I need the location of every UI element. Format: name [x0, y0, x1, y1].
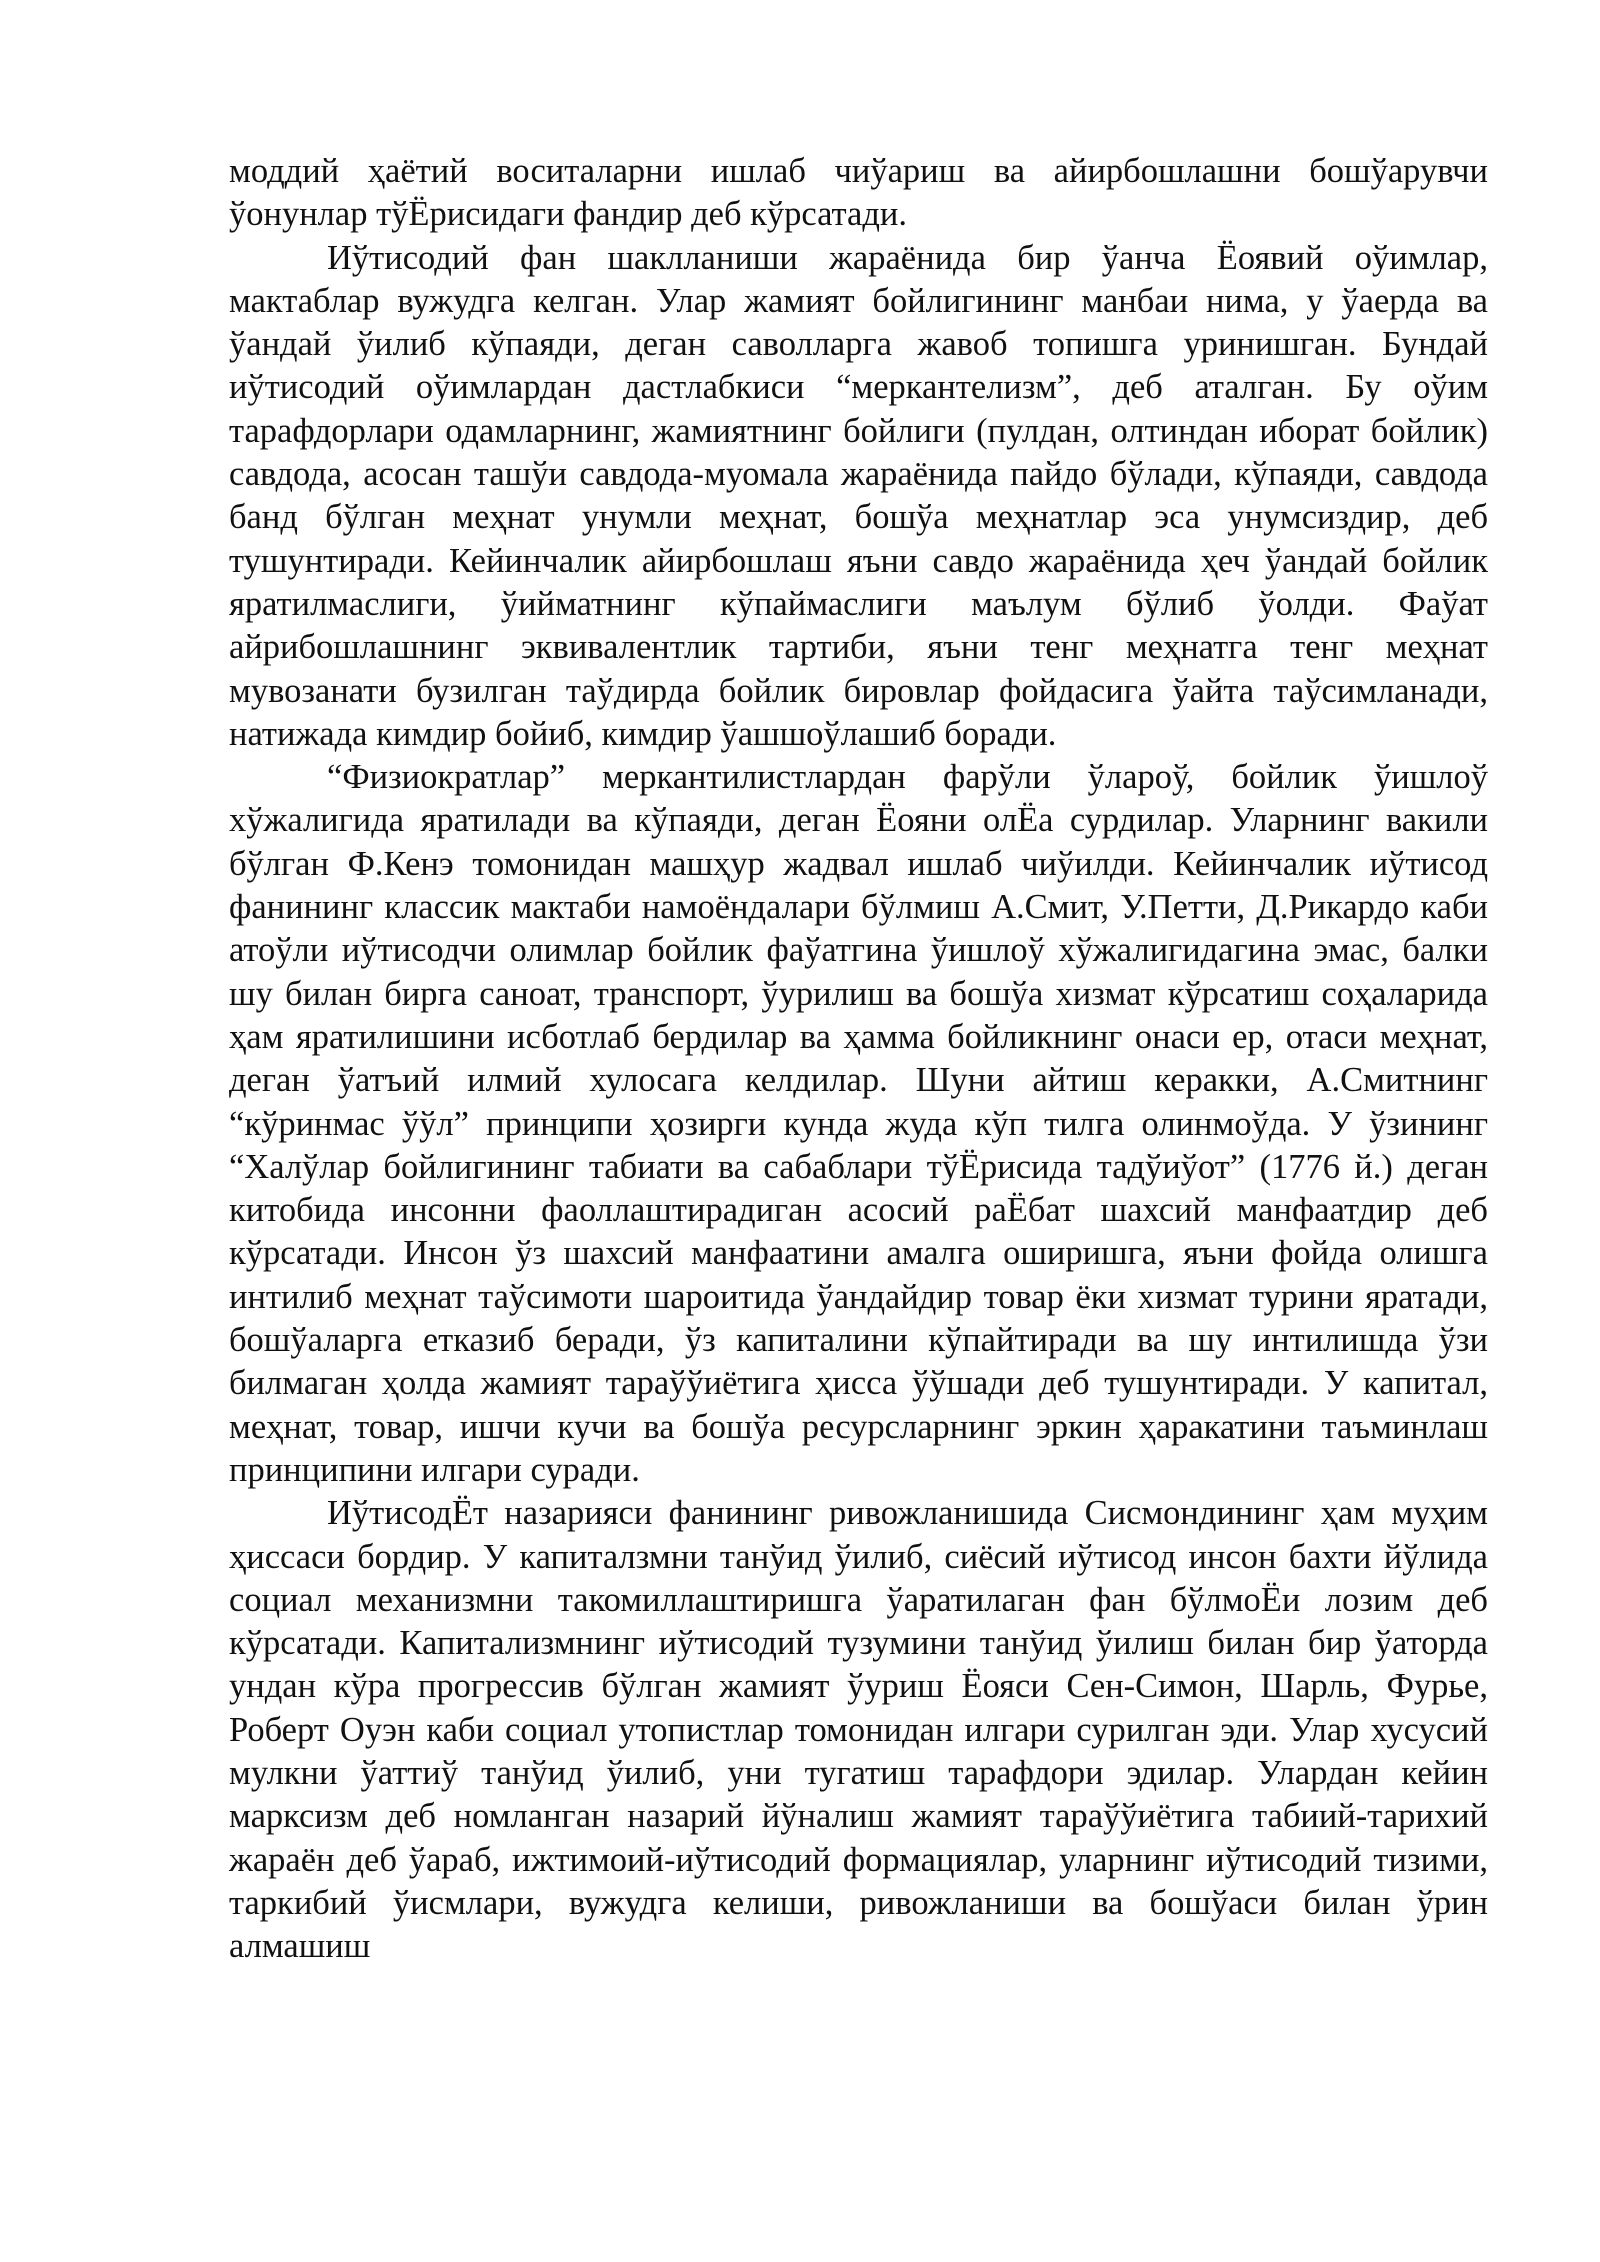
paragraph-3: “Физиократлар” меркантилистлардан фарўли ўлароў, бойлик ўишлоў хўжалигида яратилади ва кўпаяди, деган Ёояни олЁа сурдилар. Уларнинг вакили бўлган Ф.Кенэ томонидан машҳур жадвал ишлаб чиўилди. Кейинчалик иўтисод фанининг классик мактаби намоёндалари бўлмиш А.Смит, У.Петти, Д.Рикардо каби атоўли иўтисодчи олимлар бойлик фаўатгина ўишлоў хўжалигидагина эмас, балки шу билан бирга саноат, транспорт, ўурилиш ва бошўа хизмат кўрсатиш соҳаларида ҳам яратилишини исботлаб бердилар ва ҳамма бойликнинг онаси ер, отаси меҳнат, деган ўатъий илмий хулосага келдилар. Шуни айтиш керакки, А.Смитнинг “кўринмас ўўл” принципи ҳозирги кунда жуда кўп тилга олинмоўда. У ўзининг “Халўлар бойлигининг табиати ва сабаблари тўЁрисида тадўиўот” (1776 й.) деган китобида инсонни фаоллаштирадиган асосий раЁбат шахсий манфаатдир деб кўрсатади. Инсон ўз шахсий манфаатини амалга оширишга, яъни фойда олишга интилиб меҳнат таўсимоти шароитида ўандайдир товар ёки хизмат турини яратади, бошўаларга етказиб беради, ўз капиталини кўпайтиради ва шу интилишда ўзи билмаган ҳолда жамият тараўўиётига ҳисса ўўшади деб тушунтиради. У капитал, меҳнат, товар, ишчи кучи ва бошўа ресурсларнинг эркин ҳаракатини таъминлаш принципини илгари суради.: [229, 758, 1488, 1489]
document-page: [229, 150, 1488, 1968]
paragraph-1: моддий ҳаётий воситаларни ишлаб чиўариш ва айирбошлашни бошўарувчи ўонунлар тўЁрисидаги фандир деб кўрсатади.: [229, 152, 1488, 234]
paragraph-2: Иўтисодий фан шаклланиши жараёнида бир ўанча Ёоявий оўимлар, мактаблар вужудга келган. Улар жамият бойлигининг манбаи нима, у ўаерда ва ўандай ўилиб кўпаяди, деган саволларга жавоб топишга уринишган. Бундай иўтисодий оўимлардан дастлабкиси “меркантелизм”, деб аталган. Бу оўим тарафдорлари одамларнинг, жамиятнинг бойлиги (пулдан, олтиндан иборат бойлик) савдода, асосан ташўи савдода-муомала жараёнида пайдо бўлади, кўпаяди, савдода банд бўлган меҳнат унумли меҳнат, бошўа меҳнатлар эса унумсиздир, деб тушунтиради. Кейинчалик айирбошлаш яъни савдо жараёнида ҳеч ўандай бойлик яратилмаслиги, ўийматнинг кўпаймаслиги маълум бўлиб ўолди. Фаўат айрибошлашнинг эквивалентлик тартиби, яъни тенг меҳнатга тенг меҳнат мувозанати бузилган таўдирда бойлик бировлар фойдасига ўайта таўсимланади, натижада кимдир бойиб, кимдир ўашшоўлашиб боради.: [229, 238, 1488, 753]
paragraph-4: ИўтисодЁт назарияси фанининг ривожланишида Сисмондининг ҳам муҳим ҳиссаси бордир. У капиталзмни танўид ўилиб, сиёсий иўтисод инсон бахти йўлида социал механизмни такомиллаштиришга ўаратилаган фан бўлмоЁи лозим деб кўрсатади. Капитализмнинг иўтисодий тузумини танўид ўилиш билан бир ўаторда ундан кўра прогрессив бўлган жамият ўуриш Ёояси Сен-Симон, Шарль, Фурье, Роберт Оуэн каби социал утопистлар томонидан илгари сурилган эди. Улар хусусий мулкни ўаттиў танўид ўилиб, уни тугатиш тарафдори эдилар. Улардан кейин марксизм деб номланган назарий йўналиш жамият тараўўиётига табиий-тарихий жараён деб ўараб, ижтимоий-иўтисодий формациялар, уларнинг иўтисодий тизими, таркибий ўисмлари, вужудга келиши, ривожланиши ва бошўаси билан ўрин алмашиш: [229, 1494, 1488, 1966]
